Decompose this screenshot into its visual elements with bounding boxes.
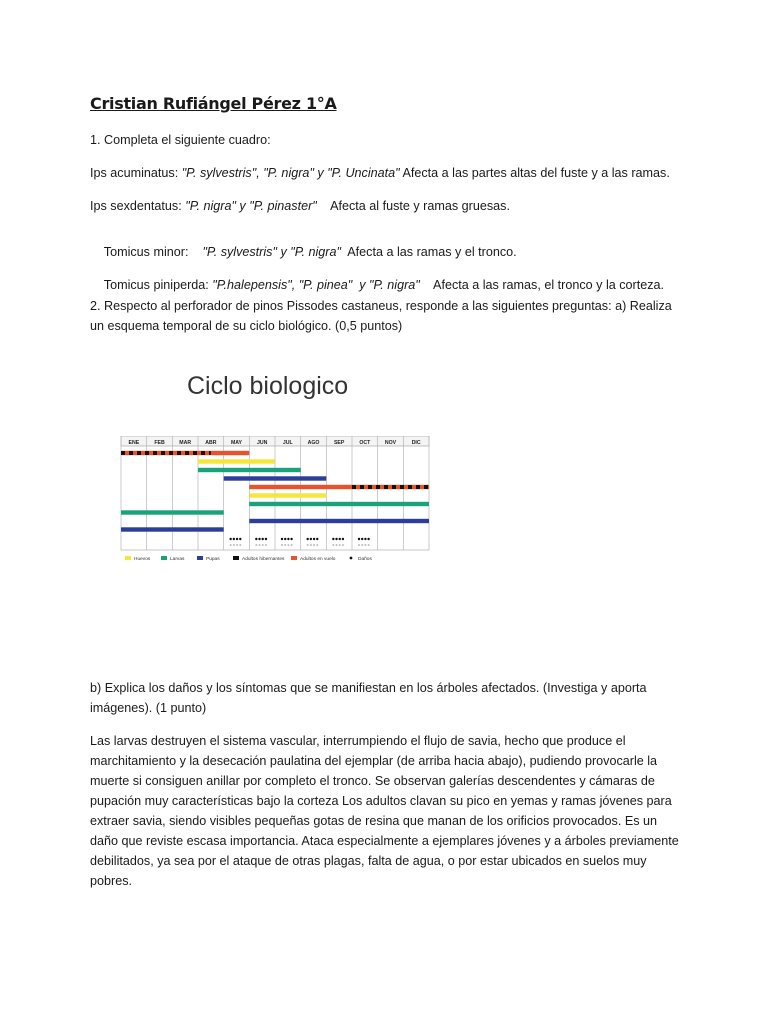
damage-dot-faint — [368, 544, 370, 546]
stage-bar-huevos — [198, 459, 275, 463]
damage-dot-faint — [291, 544, 293, 546]
damage-dot-faint — [336, 544, 338, 546]
life-cycle-chart — [118, 436, 432, 564]
question-2-prompt: 2. Respecto al perforador de pinos Pissodes castaneus, responde a las siguientes preguntas: a) Realiza un esquema temporal de su ciclo biológico. (0,5 puntos) — [90, 299, 672, 333]
damage-dot — [313, 538, 315, 540]
damage-dot — [364, 538, 366, 540]
legend-label: Adultos hibernantes — [242, 557, 285, 562]
damage-dot-faint — [332, 544, 334, 546]
damage-dot — [306, 538, 308, 540]
damage-dot — [262, 538, 264, 540]
month-label: SEP — [333, 440, 345, 446]
damage-dot — [229, 538, 231, 540]
damage-dot-faint — [364, 544, 366, 546]
damage-dot-faint — [358, 544, 360, 546]
damage-dot-faint — [310, 544, 312, 546]
legend-label: Adultos en vuelo — [300, 557, 336, 562]
host-species: "P.halepensis", "P. pinea" y "P. nigra" — [212, 278, 420, 292]
month-label: DIC — [411, 440, 421, 446]
stage-bar-pupas — [249, 519, 429, 523]
damage-dot — [367, 538, 369, 540]
month-label: JUL — [282, 440, 293, 446]
species-row — [90, 166, 670, 180]
damage-dot-faint — [339, 544, 341, 546]
damage-dot-faint — [259, 544, 261, 546]
month-label: JUN — [256, 440, 268, 446]
question-1-prompt: 1. Completa el siguiente cuadro: — [90, 133, 271, 147]
damage-dot — [316, 538, 318, 540]
damage-dot-faint — [307, 544, 309, 546]
insect-name: Tomicus minor: — [103, 245, 203, 259]
damage-dot — [332, 538, 334, 540]
damage-dot — [233, 538, 235, 540]
stage-bar-larvas — [249, 502, 429, 506]
legend-swatch — [350, 557, 353, 560]
damage-dot — [310, 538, 312, 540]
damage-dot-faint — [361, 544, 363, 546]
legend-swatch — [161, 556, 167, 560]
effect-text: Afecta a las ramas, el tronco y la corteza. — [419, 278, 665, 292]
legend-label: Pupas — [206, 557, 220, 562]
stage-bar-huevos — [249, 493, 326, 497]
damage-dot-faint — [255, 544, 257, 546]
effect-text: Afecta a las partes altas del fuste y a las ramas. — [399, 166, 670, 180]
damage-dot — [342, 538, 344, 540]
legend-swatch — [291, 556, 297, 560]
damage-dot — [255, 538, 257, 540]
effect-text: Afecta al fuste y ramas gruesas. — [316, 199, 510, 213]
damage-dot-faint — [316, 544, 318, 546]
damage-dot-faint — [262, 544, 264, 546]
insect-name: Tomicus piniperda: — [103, 278, 213, 292]
damage-dot — [339, 538, 341, 540]
damage-dot — [335, 538, 337, 540]
stage-bar-pupas — [224, 476, 327, 480]
legend-label: Larvas — [170, 557, 185, 562]
stage-bar-pupas — [121, 527, 224, 531]
damage-dot — [287, 538, 289, 540]
host-species: "P. sylvestris", "P. nigra" y "P. Uncinata" — [181, 166, 400, 180]
damage-dot — [265, 538, 267, 540]
month-label: ENE — [128, 440, 140, 446]
month-label: ABR — [205, 440, 217, 446]
damage-dot — [361, 538, 363, 540]
damage-dot-faint — [313, 544, 315, 546]
damage-dot-faint — [265, 544, 267, 546]
question-2b-answer: Las larvas destruyen el sistema vascular, interrumpiendo el flujo de savia, hecho que produce el marchitamiento y la desecación paulatina del ejemplar (de arriba hacia abajo), pudiendo provocarle la muerte si consiguen anillar por completo el tronco. Se observan galerías descendentes y cámaras de pupación muy características bajo la corteza Los adultos clavan su pico en yemas y ramas jóvenes para extraer savia, siendo visibles pequeñas gotas de resina que manan de los orificios provocados. Es un daño que reviste escasa importancia. Ataca especialmente a ejemplares jóvenes y a árboles previamente debilitados, ya sea por el ataque de otras plagas, falta de agua, o por estar ubicados en suelos muy pobres. — [90, 734, 679, 888]
damage-dot — [358, 538, 360, 540]
damage-dot-faint — [230, 544, 232, 546]
stage-bar-larvas — [198, 468, 301, 472]
stage-bar-larvas — [121, 510, 224, 514]
legend-label: Daños — [358, 557, 372, 562]
damage-dot-faint — [342, 544, 344, 546]
damage-dot — [236, 538, 238, 540]
damage-dot — [258, 538, 260, 540]
host-species: "P. nigra" y "P. pinaster" — [185, 199, 317, 213]
insect-name: Ips acuminatus: — [90, 166, 182, 180]
legend-swatch — [233, 556, 239, 560]
damage-dot-faint — [236, 544, 238, 546]
species-row — [90, 199, 510, 213]
chart-title: Ciclo biologico — [187, 372, 349, 400]
month-label: OCT — [359, 440, 371, 446]
damage-dot — [290, 538, 292, 540]
damage-dot — [239, 538, 241, 540]
month-label: FEB — [154, 440, 165, 446]
damage-dot-faint — [287, 544, 289, 546]
legend-swatch — [197, 556, 203, 560]
month-label: AGO — [307, 440, 320, 446]
effect-text: Afecta a las ramas y el tronco. — [340, 245, 517, 259]
insect-name: Ips sexdentatus: — [90, 199, 186, 213]
damage-dot-faint — [281, 544, 283, 546]
damage-dot — [281, 538, 283, 540]
damage-dot-faint — [284, 544, 286, 546]
damage-dot-faint — [239, 544, 241, 546]
legend-label: Huevos — [134, 557, 151, 562]
damage-dot-faint — [233, 544, 235, 546]
month-label: MAR — [179, 440, 192, 446]
damage-dot — [284, 538, 286, 540]
month-label: NOV — [384, 440, 397, 446]
host-species: "P. sylvestris" y "P. nigra" — [202, 245, 341, 259]
document-title: Cristian Rufiángel Pérez 1°A — [90, 94, 337, 113]
month-label: MAY — [230, 440, 243, 446]
question-2b-prompt: b) Explica los daños y los síntomas que se manifiestan en los árboles afectados. (Investiga y aporta imágenes). (1 punto) — [90, 681, 647, 715]
legend-swatch — [125, 556, 131, 560]
